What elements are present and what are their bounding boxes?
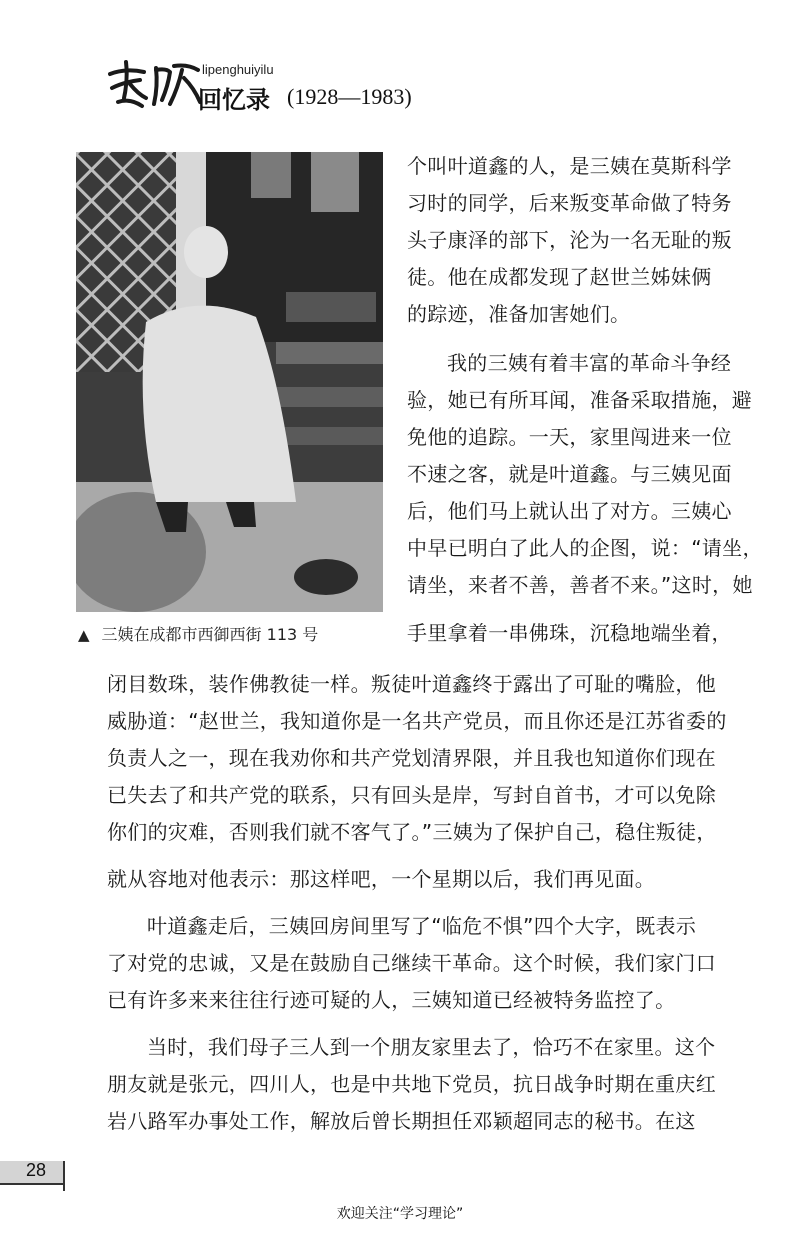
page-number-tick <box>63 1161 65 1191</box>
body-line: 闭目数珠，装作佛教徒一样。叛徒叶道鑫终于露出了可耻的嘴脸，他 <box>107 672 716 696</box>
body-line: 威胁道：“赵世兰，我知道你是一名共产党员，而且你还是江苏省委的 <box>107 709 727 733</box>
page-number-rule <box>0 1183 64 1185</box>
pinyin-title: lipenghuiyilu <box>202 62 274 77</box>
body-line: 当时，我们母子三人到一个朋友家里去了，恰巧不在家里。这个 <box>147 1035 716 1059</box>
body-line: 朋友就是张元，四川人，也是中共地下党员，抗日战争时期在重庆红 <box>107 1072 716 1096</box>
body-line: 已失去了和共产党的联系，只有回头是岸，写封自首书，才可以免除 <box>107 783 716 807</box>
body-line: 岩八路军办事处工作，解放后曾长期担任邓颖超同志的秘书。在这 <box>107 1109 696 1133</box>
calligraphy-logo-icon <box>104 58 204 110</box>
book-years: (1928—1983) <box>287 84 412 109</box>
body-line: 你们的灾难，否则我们就不客气了。”三姨为了保护自己，稳住叛徒， <box>107 820 717 844</box>
body-line: 习时的同学，后来叛变革命做了特务 <box>407 191 732 215</box>
photo-scene-icon <box>76 152 383 612</box>
body-line: 了对党的忠诚，又是在鼓励自己继续干革命。这个时候，我们家门口 <box>107 951 716 975</box>
body-line: 我的三姨有着丰富的革命斗争经 <box>447 351 732 375</box>
historical-photo <box>76 152 383 612</box>
photo-caption <box>78 622 318 645</box>
footer-note: 欢迎关注“学习理论” <box>336 1206 464 1222</box>
caption-text: 三姨在成都市西御西街 113 号 <box>101 625 319 644</box>
body-line: 后，他们马上就认出了对方。三姨心 <box>407 499 732 523</box>
body-line: 免他的追踪。一天，家里闯进来一位 <box>407 425 732 449</box>
caption-marker-icon: ▲ <box>78 626 90 644</box>
book-logo <box>104 58 204 110</box>
body-line: 不速之客，就是叶道鑫。与三姨见面 <box>407 462 732 486</box>
body-line: 手里拿着一串佛珠，沉稳地端坐着， <box>407 621 732 645</box>
body-line: 请坐，来者不善，善者不来。”这时，她 <box>407 573 753 597</box>
body-line: 就从容地对他表示：那这样吧，一个星期以后，我们再见面。 <box>107 867 656 891</box>
body-line: 验，她已有所耳闻，准备采取措施，避 <box>407 388 753 412</box>
body-line: 已有许多来来往往行迹可疑的人，三姨知道已经被特务监控了。 <box>107 988 676 1012</box>
body-line: 头子康泽的部下，沦为一名无耻的叛 <box>407 228 732 252</box>
body-line: 徒。他在成都发现了赵世兰姊妹俩 <box>407 265 712 289</box>
page-number: 28 <box>26 1160 47 1180</box>
body-line: 中早已明白了此人的企图，说：“请坐， <box>407 536 763 560</box>
body-line: 负责人之一，现在我劝你和共产党划清界限，并且我也知道你们现在 <box>107 746 716 770</box>
book-subtitle: 回忆录 <box>198 86 270 114</box>
body-line: 叶道鑫走后，三姨回房间里写了“临危不惧”四个大字，既表示 <box>147 914 697 938</box>
body-line: 个叫叶道鑫的人，是三姨在莫斯科学 <box>407 154 732 178</box>
body-line: 的踪迹，准备加害她们。 <box>407 302 631 326</box>
